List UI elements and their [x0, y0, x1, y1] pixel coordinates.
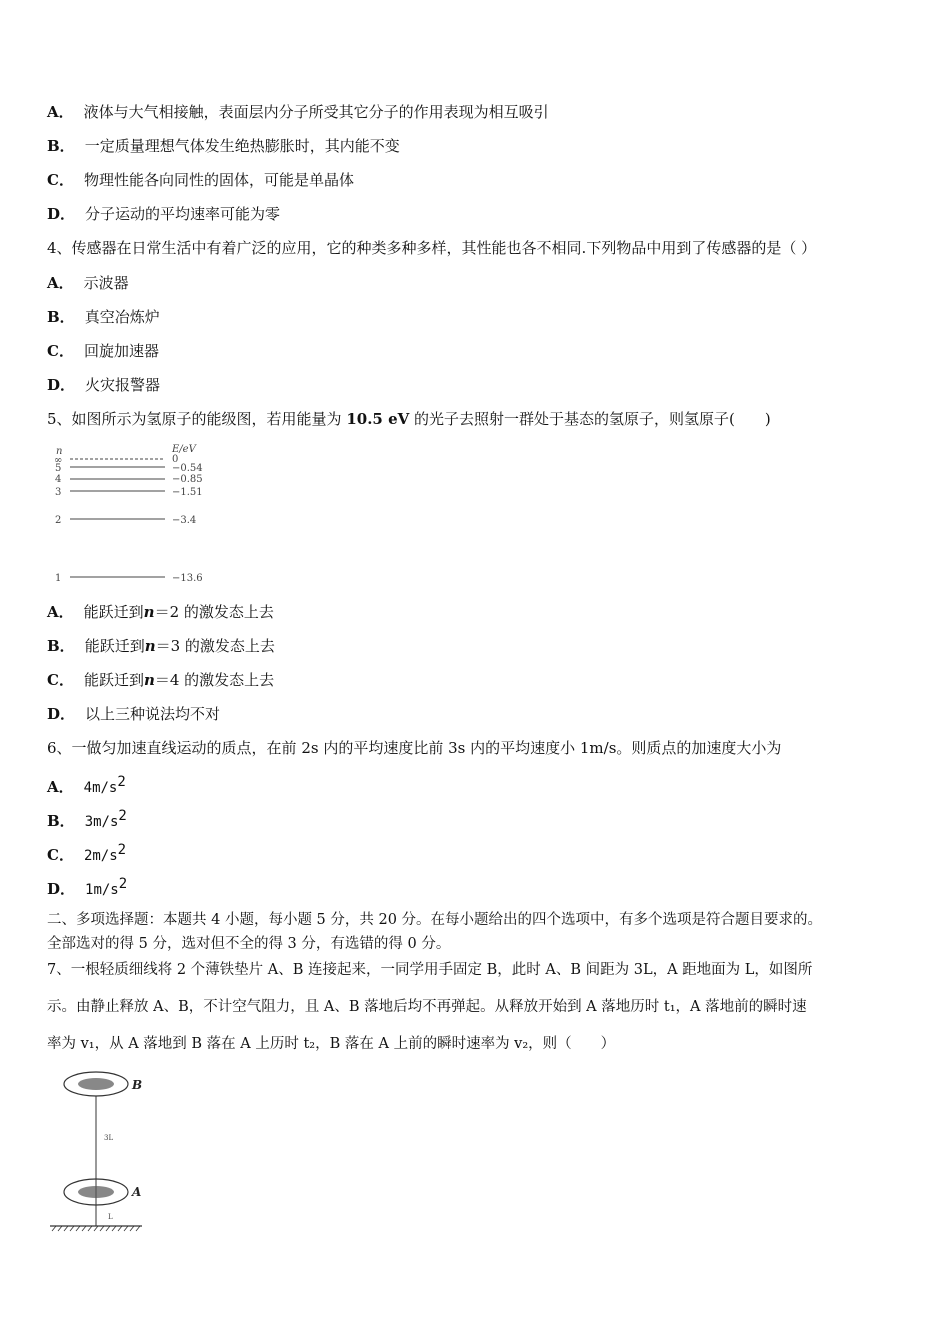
q5-option-c	[47, 670, 274, 690]
option-var: n	[143, 603, 155, 621]
option-letter: C．	[47, 671, 74, 689]
option-value: 3m/s	[84, 814, 119, 830]
option-text-pre: 能跃迁到	[83, 603, 144, 621]
energy-level-diagram	[50, 442, 220, 590]
option-letter: D．	[47, 880, 76, 898]
option-letter: D．	[47, 205, 76, 223]
pad-b-inner	[78, 1078, 114, 1090]
q5-stem-suffix: 的光子去照射一群处于基态的氢原子，则氢原子( )	[414, 410, 771, 428]
level-e-inf: 0	[172, 454, 179, 465]
label-b: B	[132, 1078, 143, 1092]
level-n-3: 3	[55, 487, 62, 498]
option-exponent: 2	[118, 808, 127, 824]
option-letter: D．	[47, 376, 76, 394]
option-exponent: 2	[117, 842, 127, 858]
q5-stem-value: 10.5 eV	[346, 410, 410, 428]
q3-option-c	[47, 170, 354, 190]
option-text: 分子运动的平均速率可能为零	[85, 205, 281, 223]
option-value: 2m/s	[83, 848, 118, 864]
level-e-5: −0.54	[172, 463, 203, 474]
level-n-2: 2	[55, 515, 62, 526]
option-letter: B．	[47, 812, 75, 830]
level-n-inf: ∞	[54, 455, 63, 466]
option-text: 火灾报警器	[85, 376, 161, 394]
q3-option-d	[47, 204, 280, 224]
level-e-4: −0.85	[172, 474, 203, 485]
option-letter: C．	[47, 342, 74, 360]
pad-a-inner	[78, 1186, 114, 1198]
q3-option-a	[47, 102, 549, 122]
label-a: A	[132, 1185, 142, 1199]
q5-option-b	[47, 636, 275, 656]
q5-stem-prefix: 5、如图所示为氢原子的能级图，若用能量为	[47, 410, 342, 428]
q7-line-1: 7、一根轻质细线将 2 个薄铁垫片 A、B 连接起来，一同学用手固定 B，此时 A、B 间距为 3L，A 距地面为 L，如图所	[47, 962, 813, 978]
q4-option-a	[47, 273, 129, 293]
option-var: n	[143, 671, 155, 689]
option-text-pre: 以上三种说法均不对	[85, 705, 221, 723]
q6-option-d	[47, 874, 127, 900]
option-letter: D．	[47, 705, 76, 723]
option-exponent: 2	[118, 876, 128, 892]
n-axis-label: n	[56, 446, 63, 457]
option-text-post: ＝4 的激发态上去	[154, 671, 275, 689]
option-text-pre: 能跃迁到	[84, 637, 145, 655]
level-n-1: 1	[55, 573, 62, 584]
option-text: 回旋加速器	[83, 342, 159, 360]
option-letter: A．	[47, 103, 74, 121]
q6-option-b	[47, 806, 127, 832]
q4-stem: 4、传感器在日常生活中有着广泛的应用，它的种类多种多样，其性能也各不相同.下列物品中用到了传感器的是（ ）	[47, 239, 817, 257]
option-text-post: ＝2 的激发态上去	[154, 603, 274, 621]
q4-option-d	[47, 375, 160, 395]
q4-option-c	[47, 341, 159, 361]
option-text: 物理性能各向同性的固体，可能是单晶体	[83, 171, 354, 189]
option-text: 真空冶炼炉	[84, 308, 160, 326]
ground-hatch	[52, 1226, 140, 1231]
option-letter: A．	[47, 778, 74, 796]
energy-axis-label: E/eV	[172, 444, 196, 455]
q7-line-2: 示。由静止释放 A、B，不计空气阻力，且 A、B 落地后均不再弹起。从释放开始到 A 落地历时 t₁，A 落地前的瞬时速	[47, 999, 807, 1015]
option-var: n	[144, 637, 156, 655]
level-e-2: −3.4	[172, 515, 197, 526]
iron-pads-figure	[46, 1064, 156, 1236]
q7-line-3: 率为 v₁，从 A 落地到 B 落在 A 上历时 t₂，B 落在 A 上前的瞬时速率为 v₂，则（ ）	[47, 1036, 616, 1052]
option-letter: B．	[47, 637, 75, 655]
level-n-5: 5	[55, 463, 62, 474]
q3-option-b	[47, 136, 400, 156]
level-n-4: 4	[55, 474, 62, 485]
option-text: 一定质量理想气体发生绝热膨胀时，其内能不变	[84, 137, 400, 155]
q6-stem: 6、一做匀加速直线运动的质点，在前 2s 内的平均速度比前 3s 内的平均速度小 1m/s。则质点的加速度大小为	[47, 739, 782, 757]
option-letter: B．	[47, 137, 75, 155]
label-l: L	[108, 1213, 113, 1221]
label-3l: 3L	[104, 1134, 114, 1142]
q6-option-a	[47, 772, 126, 798]
q5-option-d	[47, 704, 220, 724]
option-letter: A．	[47, 603, 74, 621]
option-text: 液体与大气相接触，表面层内分子所受其它分子的作用表现为相互吸引	[83, 103, 549, 121]
option-letter: B．	[47, 308, 75, 326]
level-e-1: −13.6	[172, 573, 203, 584]
section-2-line-2: 全部选对的得 5 分，选对但不全的得 3 分，有选错的得 0 分。	[47, 936, 451, 952]
option-letter: C．	[47, 171, 74, 189]
section-2-line-1: 二、多项选择题：本题共 4 小题，每小题 5 分，共 20 分。在每小题给出的四个选项中，有多个选项是符合题目要求的。	[47, 912, 823, 928]
option-text: 示波器	[83, 274, 129, 292]
option-value: 4m/s	[83, 780, 118, 796]
option-value: 1m/s	[85, 882, 119, 898]
option-exponent: 2	[117, 774, 126, 790]
q5-stem	[47, 409, 771, 429]
q5-option-a	[47, 602, 274, 622]
level-e-3: −1.51	[172, 487, 203, 498]
option-text-pre: 能跃迁到	[83, 671, 144, 689]
option-letter: C．	[47, 846, 74, 864]
q4-option-b	[47, 307, 160, 327]
q6-option-c	[47, 840, 126, 866]
option-text-post: ＝3 的激发态上去	[155, 637, 275, 655]
option-letter: A．	[47, 274, 74, 292]
